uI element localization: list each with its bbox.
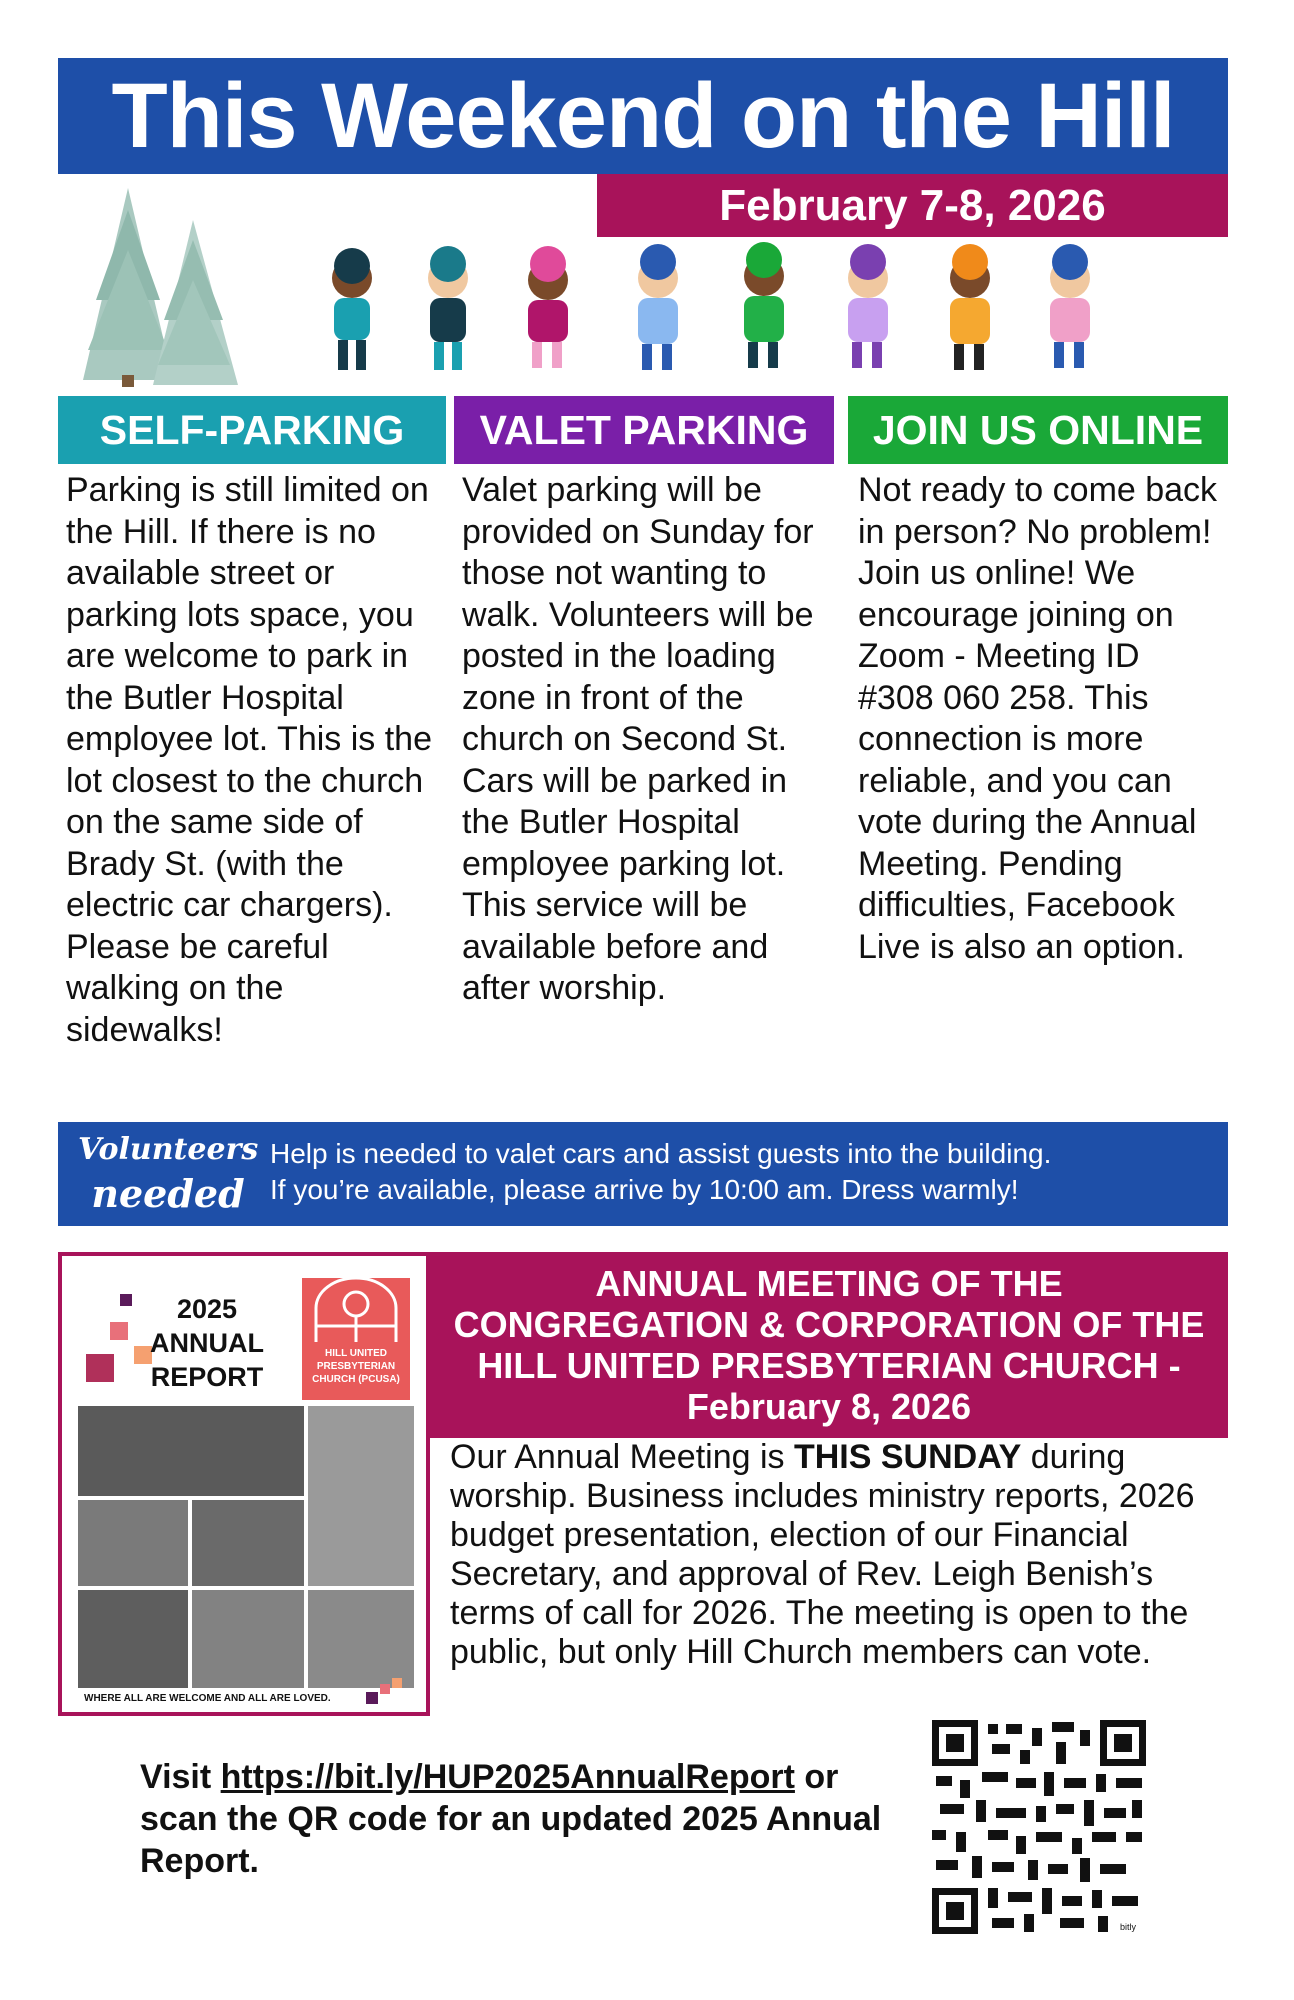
volunteers-message [270,1136,1220,1208]
annual-meeting-text: Our Annual Meeting is THIS SUNDAY during worship. Business includes ministry reports, 2026 budget presentation, election of our Financial Secretary, and approval of Rev. Leigh Benish’s terms of call for 2026. The meeting is open to the public, but only Hill Church members can vote. [450,1438,1195,1671]
join-online-text: Not ready to come back in person? No problem! Join us online! We encourage joining on Zoom - Meeting ID #308 060 258. This connection is more reliable, and you can vote during the Annual Meeting. Pending difficulties, Facebook Live is also an option. [858,471,1218,966]
skating-child-icon [332,248,372,370]
skating-child-icon [848,244,888,368]
skating-child-icon [1050,244,1090,368]
event-date: February 7-8, 2026 [597,174,1228,237]
skating-child-icon [638,244,678,370]
self-parking-heading: SELF-PARKING [58,396,446,464]
annual-report-cover [58,1252,430,1716]
report-title: 2025 ANNUAL REPORT [150,1294,264,1392]
volunteers-needed-logo: Volunteers needed [78,1132,259,1216]
skating-child-icon [428,246,468,370]
pine-tree-icon [153,220,238,385]
skating-child-icon [744,242,784,368]
baby-photo [308,1406,414,1586]
classroom-photo [78,1590,188,1688]
decor-square [110,1322,128,1340]
decor-square [380,1684,390,1694]
food-table-photo [192,1590,304,1688]
valet-parking-text: Valet parking will be provided on Sunday for those not wanting to walk. Volunteers will be posted in the loading zone in front of the church on Second St. Cars will be parked in the Butler Hospital employee parking lot. This service will be available before and after worship. [462,471,814,1007]
church-window-icon [302,1278,410,1342]
decor-square [392,1678,402,1688]
kitchen-photo [78,1500,188,1586]
group-photo [308,1590,414,1688]
valet-parking-heading: VALET PARKING [454,396,834,464]
qr-brand-label: bitly [1120,1922,1137,1932]
volunteers-line-2: If you’re available, please arrive by 10:00 am. Dress warmly! [270,1174,1019,1205]
skating-child-icon [528,246,568,368]
report-tagline: WHERE ALL ARE WELCOME AND ALL ARE LOVED. [84,1693,331,1704]
this-sunday-emphasis: THIS SUNDAY [793,1438,1022,1476]
decor-square [120,1294,132,1306]
photo-collage [78,1406,414,1688]
skating-child-icon [950,244,990,370]
annual-meeting-heading: ANNUAL MEETING OF THE CONGREGATION & CORPORATION OF THE HILL UNITED PRESBYTERIAN CHURCH - February 8, 2026 [430,1252,1228,1438]
report-link-text: Visit https://bit.ly/HUP2025AnnualReport or scan the QR code for an updated 2025 Annual Report. [140,1758,882,1880]
church-logo: HILL UNITED PRESBYTERIAN CHURCH (PCUSA) [302,1278,410,1400]
qr-code-icon[interactable] [932,1720,1146,1934]
join-online-heading: JOIN US ONLINE [848,396,1228,464]
self-parking-text: Parking is still limited on the Hill. If there is no available street or parking lots space, you are welcome to park in the Butler Hospital employee lot. This is the lot closest to the church on the same side of Brady St. (with the electric car chargers). Please be careful walking on the sidewalks! [66,471,432,1049]
decor-square [86,1354,114,1382]
pine-tree-icon [83,188,173,387]
decor-square [366,1692,378,1704]
congregation-photo [78,1406,304,1496]
page-title: This Weekend on the Hill [58,58,1228,174]
pulpit-photo [192,1500,304,1586]
annual-report-link[interactable]: https://bit.ly/HUP2025AnnualReport [220,1758,795,1796]
volunteers-line-1: Help is needed to valet cars and assist guests into the building. [270,1138,1052,1169]
volunteers-banner [58,1122,1228,1226]
